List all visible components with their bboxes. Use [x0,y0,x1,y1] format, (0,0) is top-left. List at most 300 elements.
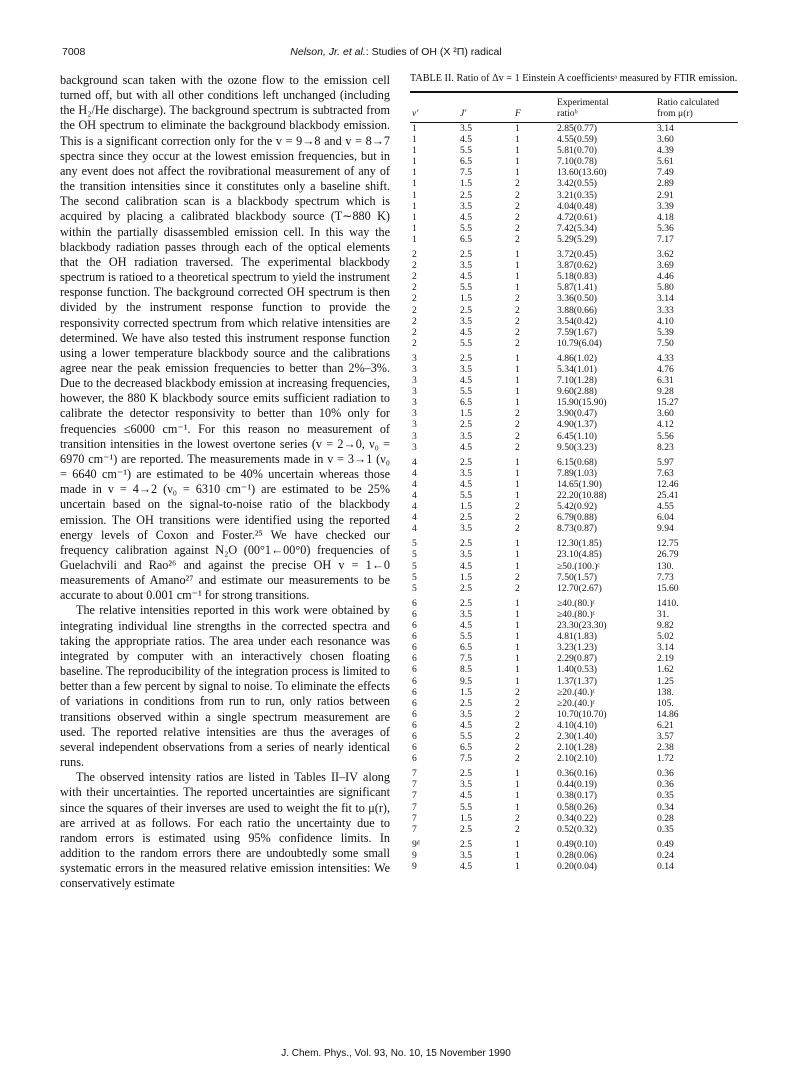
cell-experimental-ratio: 5.42(0.92) [557,501,597,513]
cell-j: 3.5 [460,315,472,327]
table-row [410,431,738,442]
cell-v: 2 [412,315,417,327]
cell-calculated-ratio: 4.33 [657,352,674,364]
table-column [410,73,738,872]
cell-experimental-ratio: 5.29(5.29) [557,233,597,245]
cell-f: 2 [515,211,520,223]
cell-f: 1 [515,260,520,272]
cell-f: 2 [515,697,520,709]
table-row [410,534,738,549]
cell-v: 1 [412,145,417,157]
cell-f: 1 [515,375,520,387]
table-row [410,642,738,653]
cell-calculated-ratio: 3.33 [657,304,674,316]
cell-j: 7.5 [460,653,472,665]
table-row [410,419,738,430]
cell-experimental-ratio: 4.86(1.02) [557,352,597,364]
cell-j: 4.5 [460,271,472,283]
table-row [410,145,738,156]
cell-experimental-ratio: ≥20.(40.)ᶜ [557,697,596,709]
cell-f: 1 [515,249,520,261]
cell-j: 2.5 [460,304,472,316]
cell-f: 2 [515,686,520,698]
header-ratio-line2: ratioᵇ [557,108,657,123]
table-row [410,490,738,501]
running-title-authors: Nelson, Jr. et al. [290,46,366,58]
cell-f: 1 [515,167,520,179]
cell-j: 6.5 [460,642,472,654]
cell-experimental-ratio: 4.55(0.59) [557,134,597,146]
cell-experimental-ratio: 5.87(1.41) [557,282,597,294]
table-row [410,698,738,709]
cell-experimental-ratio: 6.45(1.10) [557,430,597,442]
cell-v: 6 [412,631,417,643]
cell-v: 6 [412,719,417,731]
cell-experimental-ratio: 0.52(0.32) [557,823,597,835]
table-row [410,212,738,223]
cell-j: 5.5 [460,145,472,157]
table-row [410,620,738,631]
cell-calculated-ratio: 3.60 [657,134,674,146]
cell-f: 1 [515,849,520,861]
cell-f: 1 [515,560,520,572]
cell-calculated-ratio: 7.50 [657,337,674,349]
cell-j: 3.5 [460,549,472,561]
cell-f: 2 [515,178,520,190]
cell-calculated-ratio: 6.21 [657,719,674,731]
cell-f: 1 [515,538,520,550]
cell-experimental-ratio: 3.72(0.45) [557,249,597,261]
cell-experimental-ratio: 12.30(1.85) [557,538,602,550]
cell-calculated-ratio: 6.31 [657,375,674,387]
cell-j: 7.5 [460,753,472,765]
table-row [410,245,738,260]
page-footer: J. Chem. Phys., Vol. 93, No. 10, 15 November 1990 [281,1048,511,1059]
cell-j: 2.5 [460,538,472,550]
cell-calculated-ratio: 1.62 [657,664,674,676]
cell-experimental-ratio: 4.81(1.83) [557,631,597,643]
table-row [410,861,738,872]
cell-v: 2 [412,326,417,338]
cell-v: 6 [412,742,417,754]
header-calc-line2: from μ(r) [657,108,738,123]
table-row [410,316,738,327]
cell-j: 4.5 [460,326,472,338]
cell-experimental-ratio: 7.42(5.34) [557,222,597,234]
table-row [410,753,738,764]
cell-v: 2 [412,249,417,261]
cell-v: 3 [412,352,417,364]
cell-calculated-ratio: 3.60 [657,408,674,420]
cell-experimental-ratio: 3.23(1.23) [557,642,597,654]
cell-experimental-ratio: 1.40(0.53) [557,664,597,676]
cell-j: 5.5 [460,386,472,398]
table-row [410,327,738,338]
table-row [410,293,738,304]
header-ratio-line1: Experimental [557,93,657,109]
cell-v: 4 [412,512,417,524]
cell-j: 2.5 [460,697,472,709]
table-row [410,764,738,779]
cell-calculated-ratio: 4.39 [657,145,674,157]
table-row [410,850,738,861]
cell-f: 1 [515,642,520,654]
cell-v: 2 [412,337,417,349]
cell-calculated-ratio: 0.35 [657,823,674,835]
table-row [410,338,738,349]
cell-calculated-ratio: 5.97 [657,456,674,468]
cell-j: 4.5 [460,211,472,223]
table-row [410,234,738,245]
cell-j: 2.5 [460,456,472,468]
cell-f: 1 [515,768,520,780]
table-row [410,835,738,850]
cell-j: 2.5 [460,838,472,850]
table-row [410,223,738,234]
cell-f: 1 [515,549,520,561]
table-row [410,731,738,742]
table-row [410,156,738,167]
cell-experimental-ratio: 6.15(0.68) [557,456,597,468]
cell-calculated-ratio: 5.61 [657,156,674,168]
cell-j: 6.5 [460,156,472,168]
cell-calculated-ratio: 1.72 [657,753,674,765]
cell-f: 2 [515,200,520,212]
cell-j: 4.5 [460,861,472,872]
cell-f: 2 [515,823,520,835]
cell-f: 1 [515,352,520,364]
cell-f: 2 [515,708,520,720]
cell-v: 9 [412,861,417,872]
table-row [410,271,738,282]
table-row [410,453,738,468]
cell-calculated-ratio: 12.46 [657,478,679,490]
table-row [410,386,738,397]
cell-v: 6 [412,653,417,665]
cell-j: 2.5 [460,823,472,835]
cell-v: 4 [412,490,417,501]
cell-experimental-ratio: 0.38(0.17) [557,790,597,802]
cell-experimental-ratio: 5.34(1.01) [557,363,597,375]
cell-j: 1.5 [460,178,472,190]
cell-v: 6 [412,708,417,720]
cell-v: 4 [412,501,417,513]
cell-f: 1 [515,801,520,813]
cell-calculated-ratio: 138. [657,686,674,698]
table-row [410,583,738,594]
cell-j: 3.5 [460,200,472,212]
body-paragraph: The observed intensity ratios are listed in Tables II–IV along with their uncertainties. The reported uncertainties are significant since the squares of their inverses are used to weight the fit to μ(r), are arrived at as follows. For each ratio the uncertainty due to random errors is estimated using 95% confidence limits. In addition to the random errors there are undoubtedly some small systematic errors in the measured relative emission intensities: We conservatively estimate [60,770,390,891]
cell-calculated-ratio: 4.76 [657,363,674,375]
cell-calculated-ratio: 25.41 [657,490,679,501]
cell-f: 1 [515,145,520,157]
cell-j: 9.5 [460,675,472,687]
cell-experimental-ratio: 3.36(0.50) [557,293,597,305]
cell-v: 3 [412,419,417,431]
table-row [410,687,738,698]
cell-f: 2 [515,189,520,201]
cell-calculated-ratio: 7.73 [657,571,674,583]
cell-calculated-ratio: 3.14 [657,642,674,654]
cell-j: 4.5 [460,560,472,572]
cell-j: 5.5 [460,490,472,501]
cell-j: 3.5 [460,123,472,134]
cell-v: 6 [412,686,417,698]
cell-f: 2 [515,730,520,742]
table-caption-label: TABLE II. [410,73,454,84]
cell-v: 1 [412,167,417,179]
cell-f: 1 [515,490,520,501]
table-row [410,201,738,212]
body-paragraph: background scan taken with the ozone flow to the emission cell turned off, but with all other conditions left unchanged (including the H₂/He discharge). The background spectrum is subtracted from the OH spectrum to eliminate the background blackbody emission. This is a significant correction only for the v = 9→8 and v = 8→7 spectra since they occur at the lowest emission frequencies, but in any event does not affect the rovibrational measurement of any of the transition intensities since it constitutes only a baseline shift. The second calibration scan is a blackbody spectrum which is acquired by placing a calibrated blackbody source (T∼880 K) within the partially disassembled emission cell. In this way the blackbody radiation passes through each of the optical elements that the OH radiation traversed. The experimental blackbody spectrum is ratioed to a theoretical spectrum to yield the instrument response function. The background corrected OH spectrum is then divided by the instrument response function to provide the responsivity corrected spectrum from which relative intensities are determined. We have also tested this instrument response function using a lower temperature blackbody source and the calibrations agree near the peak emission frequencies to better than 2%–3%. Due to the decreased blackbody emission at increasing frequencies, however, the 880 K blackbody source emits sufficient radiation to calibrate the detector responsivity to better than 10% only for frequencies ≤6000 cm⁻¹. For this reason no measurement of transition intensities in the lowest overtone series (v = 2→0, ν₀ = 6970 cm⁻¹) are reported. The measurements made in v = 3→1 (ν₀ = 6640 cm⁻¹) are estimated to be 40% uncertain whereas those made in v = 4→2 (ν₀ = 6310 cm⁻¹) are estimated to be 25% uncertain based on the signal-to-noise ratio of the blackbody emission. The OH transitions were identified using the reported energy levels of Coxon and Foster.²⁵ We have checked our frequency calibration against N₂O (00°1←00°0) frequencies of Guelachvili and Rao²⁶ and against the precise OH v = 1←0 measurements of Amano²⁷ and estimate our measurements to be accurate to about 0.001 cm⁻¹ for strong transitions. [60,73,390,603]
table-caption [410,73,738,85]
cell-v: 4 [412,467,417,479]
cell-experimental-ratio: ≥20.(40.)ᶜ [557,686,596,698]
cell-experimental-ratio: 7.50(1.57) [557,571,597,583]
cell-j: 8.5 [460,664,472,676]
cell-v: 1 [412,211,417,223]
cell-calculated-ratio: 3.39 [657,200,674,212]
cell-experimental-ratio: 14.65(1.90) [557,478,602,490]
cell-calculated-ratio: 9.28 [657,386,674,398]
cell-f: 2 [515,337,520,349]
cell-experimental-ratio: 12.70(2.67) [557,582,602,594]
table-row [410,664,738,675]
cell-v: 4 [412,478,417,490]
table-row [410,123,738,135]
cell-f: 1 [515,397,520,409]
cell-calculated-ratio: 0.24 [657,849,674,861]
cell-f: 1 [515,386,520,398]
cell-j: 3.5 [460,260,472,272]
cell-calculated-ratio: 5.36 [657,222,674,234]
cell-experimental-ratio: 0.58(0.26) [557,801,597,813]
cell-f: 1 [515,653,520,665]
cell-calculated-ratio: 2.89 [657,178,674,190]
cell-f: 1 [515,790,520,802]
cell-experimental-ratio: 4.10(4.10) [557,719,597,731]
cell-j: 3.5 [460,608,472,620]
cell-f: 2 [515,408,520,420]
cell-v: 6 [412,597,417,609]
cell-f: 1 [515,456,520,468]
cell-calculated-ratio: 15.27 [657,397,679,409]
cell-experimental-ratio: 5.18(0.83) [557,271,597,283]
cell-experimental-ratio: 0.44(0.19) [557,779,597,791]
cell-v: 6 [412,642,417,654]
table-row [410,549,738,560]
table-row [410,134,738,145]
table-body [410,123,738,873]
cell-j: 6.5 [460,233,472,245]
cell-j: 3.5 [460,849,472,861]
cell-f: 1 [515,631,520,643]
header-f: F [515,108,557,123]
cell-j: 5.5 [460,730,472,742]
cell-v: 6 [412,675,417,687]
cell-j: 2.5 [460,249,472,261]
cell-experimental-ratio: 0.49(0.10) [557,838,597,850]
cell-v: 1 [412,156,417,168]
cell-j: 3.5 [460,467,472,479]
cell-experimental-ratio: 5.81(0.70) [557,145,597,157]
cell-v: 3 [412,408,417,420]
cell-f: 1 [515,861,520,872]
table-row [410,779,738,790]
table-row [410,282,738,293]
running-title-topic: : Studies of OH (X ²Π) radical [365,46,502,58]
body-text-column [60,73,390,891]
cell-calculated-ratio: 8.23 [657,441,674,453]
data-table [410,92,738,872]
cell-v: 4 [412,523,417,535]
cell-j: 4.5 [460,478,472,490]
table-row [410,676,738,687]
cell-f: 2 [515,430,520,442]
cell-v: 9ᵈ [412,838,420,850]
cell-experimental-ratio: 0.28(0.06) [557,849,597,861]
table-row [410,523,738,534]
cell-v: 3 [412,430,417,442]
cell-calculated-ratio: 31. [657,608,669,620]
cell-f: 1 [515,620,520,632]
cell-f: 1 [515,156,520,168]
cell-experimental-ratio: 3.21(0.35) [557,189,597,201]
cell-f: 2 [515,742,520,754]
cell-f: 2 [515,315,520,327]
cell-calculated-ratio: 1410. [657,597,679,609]
cell-calculated-ratio: 4.18 [657,211,674,223]
table-row [410,594,738,609]
cell-calculated-ratio: 5.80 [657,282,674,294]
cell-experimental-ratio: 7.10(0.78) [557,156,597,168]
cell-v: 5 [412,538,417,550]
cell-j: 2.5 [460,512,472,524]
cell-v: 3 [412,441,417,453]
cell-experimental-ratio: 2.30(1.40) [557,730,597,742]
table-row [410,572,738,583]
cell-f: 1 [515,123,520,134]
header-j: J′ [460,108,515,123]
table-row [410,260,738,271]
cell-experimental-ratio: 7.89(1.03) [557,467,597,479]
cell-j: 1.5 [460,812,472,824]
cell-calculated-ratio: 105. [657,697,674,709]
cell-j: 2.5 [460,419,472,431]
cell-experimental-ratio: 0.34(0.22) [557,812,597,824]
cell-v: 6 [412,697,417,709]
cell-calculated-ratio: 15.60 [657,582,679,594]
cell-experimental-ratio: 3.88(0.66) [557,304,597,316]
table-row [410,609,738,620]
table-row [410,653,738,664]
cell-experimental-ratio: 3.87(0.62) [557,260,597,272]
table-row [410,824,738,835]
cell-j: 4.5 [460,790,472,802]
cell-experimental-ratio: ≥40.(80.)ᶜ [557,597,596,609]
cell-j: 7.5 [460,167,472,179]
cell-experimental-ratio: 8.73(0.87) [557,523,597,535]
cell-calculated-ratio: 7.17 [657,233,674,245]
cell-v: 6 [412,664,417,676]
cell-v: 1 [412,123,417,134]
cell-calculated-ratio: 2.91 [657,189,674,201]
cell-experimental-ratio: 15.90(15.90) [557,397,607,409]
table-row [410,479,738,490]
cell-calculated-ratio: 14.86 [657,708,679,720]
cell-calculated-ratio: 4.12 [657,419,674,431]
cell-v: 2 [412,304,417,316]
cell-j: 5.5 [460,282,472,294]
cell-calculated-ratio: 12.75 [657,538,679,550]
cell-calculated-ratio: 9.82 [657,620,674,632]
cell-v: 9 [412,849,417,861]
cell-f: 2 [515,419,520,431]
cell-experimental-ratio: 4.72(0.61) [557,211,597,223]
cell-experimental-ratio: 3.90(0.47) [557,408,597,420]
cell-v: 1 [412,233,417,245]
cell-j: 2.5 [460,597,472,609]
cell-calculated-ratio: 3.69 [657,260,674,272]
cell-experimental-ratio: 10.70(10.70) [557,708,607,720]
cell-v: 5 [412,560,417,572]
cell-v: 3 [412,386,417,398]
cell-j: 6.5 [460,742,472,754]
cell-calculated-ratio: 130. [657,560,674,572]
table-row [410,561,738,572]
cell-v: 2 [412,260,417,272]
cell-f: 1 [515,779,520,791]
cell-v: 7 [412,823,417,835]
cell-f: 2 [515,582,520,594]
cell-f: 1 [515,597,520,609]
cell-j: 5.5 [460,631,472,643]
table-row [410,190,738,201]
table-row [410,709,738,720]
cell-v: 2 [412,271,417,283]
cell-experimental-ratio: 3.54(0.42) [557,315,597,327]
cell-j: 5.5 [460,337,472,349]
cell-calculated-ratio: 5.39 [657,326,674,338]
cell-calculated-ratio: 0.35 [657,790,674,802]
cell-calculated-ratio: 3.14 [657,123,674,134]
cell-calculated-ratio: 7.63 [657,467,674,479]
cell-experimental-ratio: 23.30(23.30) [557,620,607,632]
cell-v: 3 [412,375,417,387]
header-v: v′ [410,108,460,123]
cell-experimental-ratio: 7.59(1.67) [557,326,597,338]
cell-calculated-ratio: 7.49 [657,167,674,179]
cell-calculated-ratio: 0.49 [657,838,674,850]
cell-v: 3 [412,363,417,375]
cell-calculated-ratio: 0.36 [657,768,674,780]
cell-f: 1 [515,838,520,850]
cell-v: 1 [412,222,417,234]
cell-j: 3.5 [460,363,472,375]
cell-v: 5 [412,571,417,583]
cell-calculated-ratio: 5.02 [657,631,674,643]
cell-j: 1.5 [460,408,472,420]
cell-experimental-ratio: ≥40.(80.)ᶜ [557,608,596,620]
table-row [410,802,738,813]
cell-j: 2.5 [460,352,472,364]
cell-v: 2 [412,282,417,294]
cell-v: 1 [412,178,417,190]
cell-calculated-ratio: 0.14 [657,861,674,872]
cell-v: 6 [412,608,417,620]
cell-calculated-ratio: 6.04 [657,512,674,524]
cell-v: 6 [412,730,417,742]
